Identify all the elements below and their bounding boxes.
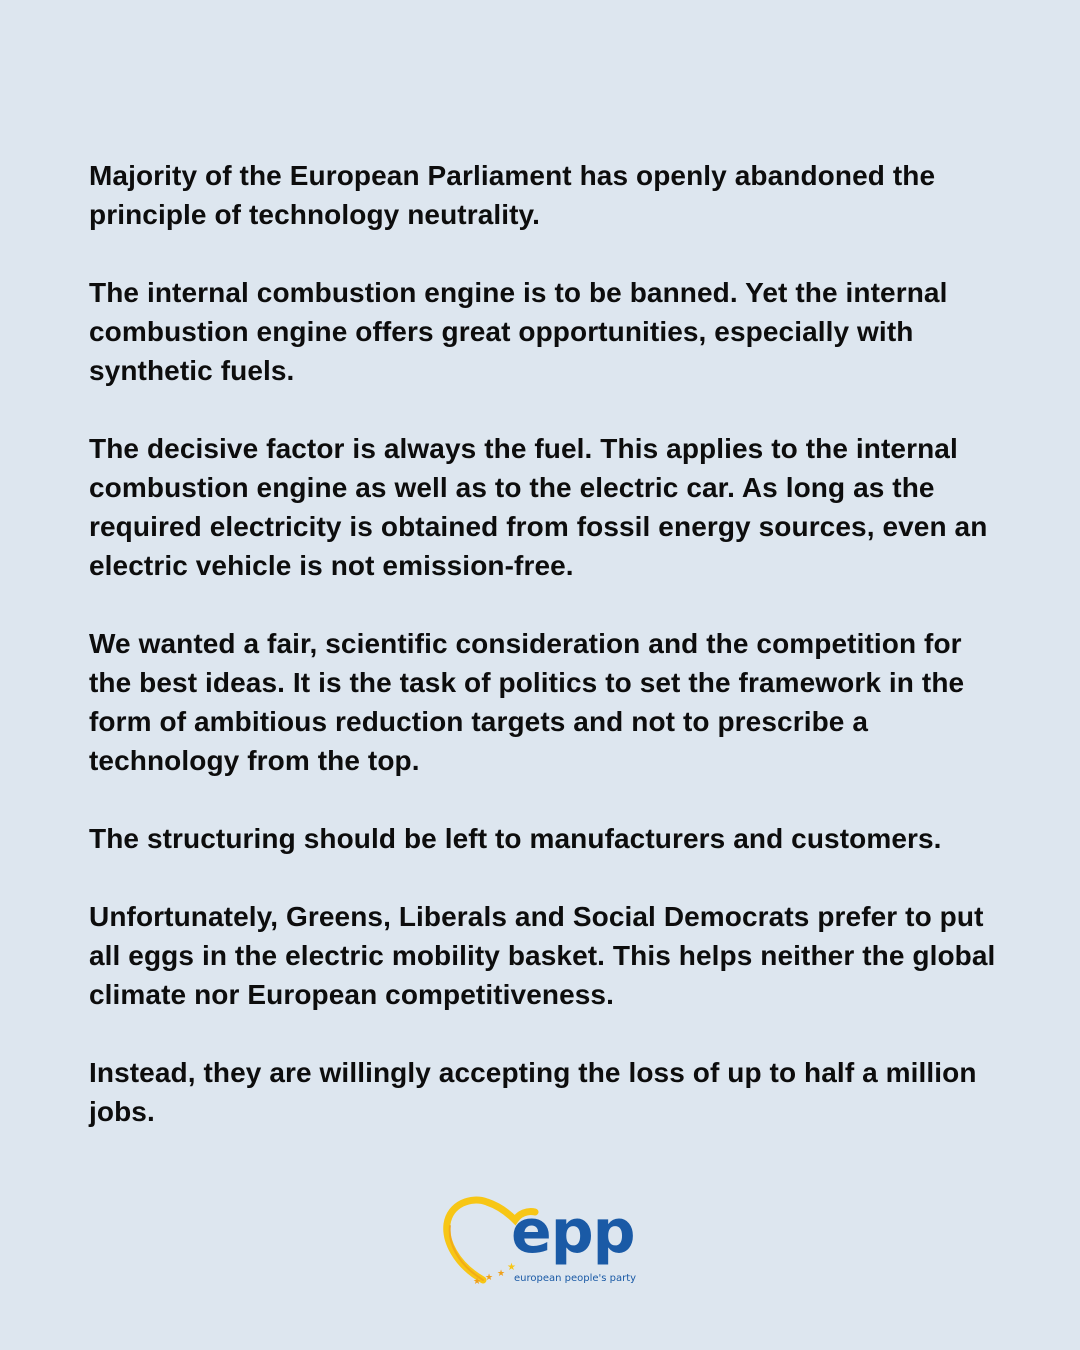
paragraph-7: Instead, they are willingly accepting the loss of up to half a million jobs.	[89, 1057, 977, 1127]
paragraph-5: The structuring should be left to manufacturers and customers.	[89, 823, 942, 854]
logo-tagline: european people's party	[514, 1273, 637, 1284]
star-4: ★	[507, 1262, 516, 1273]
paragraph-4: We wanted a fair, scientific consideration and the competition for the best ideas. It is the task of politics to set the framework in the form of ambitious reduction targets and not to prescribe a technology from the top.	[89, 628, 965, 776]
paragraph-6: Unfortunately, Greens, Liberals and Social Democrats prefer to put all eggs in the electric mobility basket. This helps neither the global climate nor European competitiveness.	[89, 901, 996, 1010]
star-1: ★	[473, 1277, 482, 1287]
paragraph-2: The internal combustion engine is to be banned. Yet the internal combustion engine offers great opportunities, especially with synthetic fuels.	[89, 277, 948, 386]
star-3: ★	[497, 1269, 506, 1279]
logo-wordmark: epp	[511, 1197, 635, 1267]
statement-text	[89, 156, 1009, 1131]
star-2: ★	[485, 1273, 494, 1283]
paragraph-1: Majority of the European Parliament has openly abandoned the principle of technology neutrality.	[89, 160, 936, 230]
epp-logo	[443, 1194, 643, 1290]
paragraph-3: The decisive factor is always the fuel. This applies to the internal combustion engine as well as to the electric car. As long as the required electricity is obtained from fossil energy sources, even an electric vehicle is not emission-free.	[89, 433, 988, 581]
